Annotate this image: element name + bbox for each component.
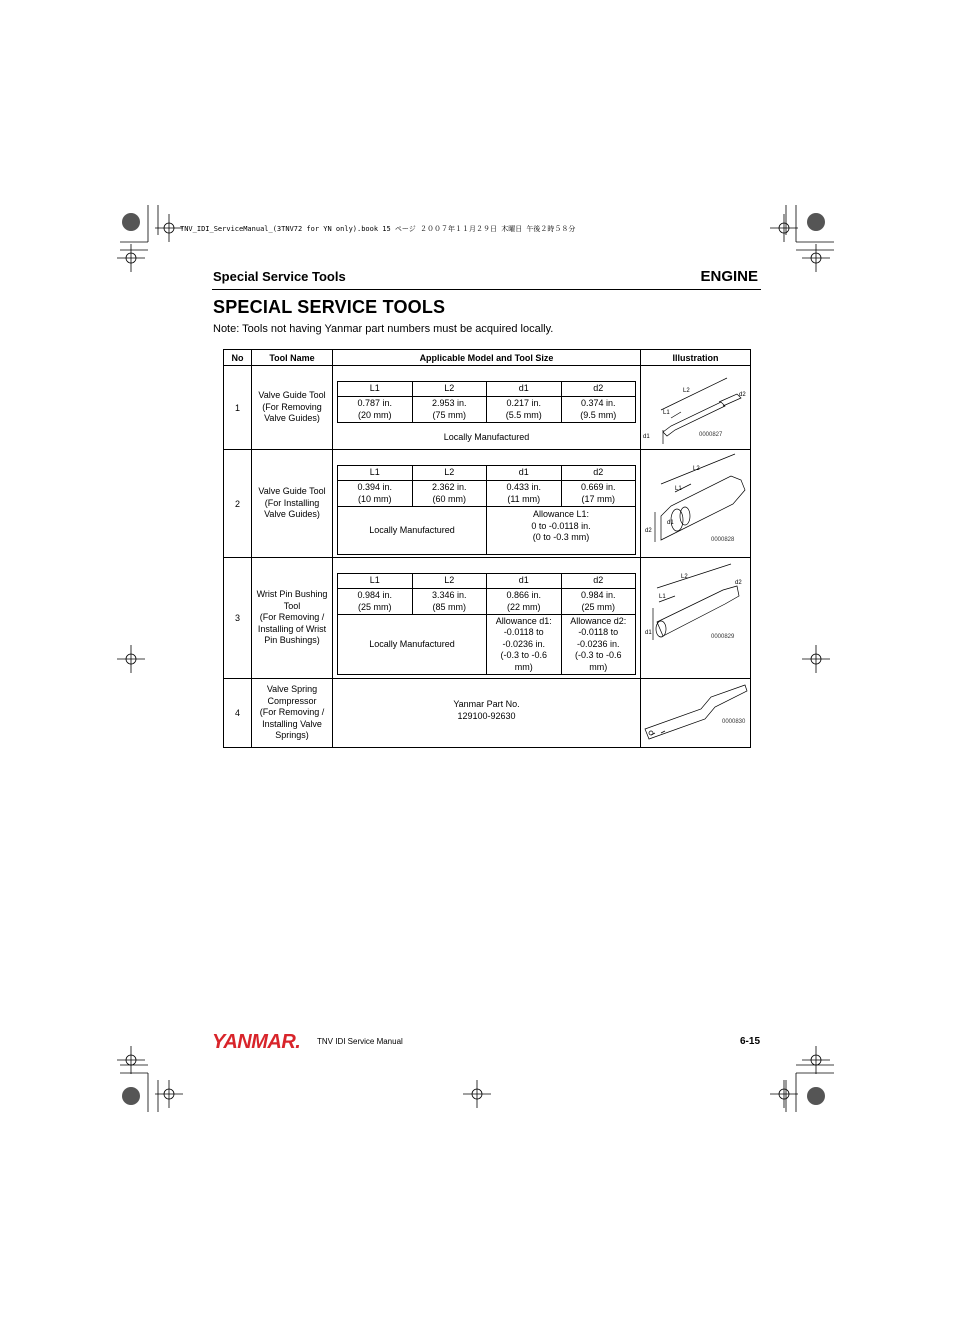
illustration-code: 0000829 (711, 634, 735, 640)
applicable-size-cell (333, 450, 641, 558)
size-header: d1 (487, 382, 562, 397)
header-tool-name: Tool Name (252, 350, 333, 366)
size-header: d2 (561, 382, 636, 397)
tool-name-line: Installing of Wrist (257, 623, 327, 634)
part-number: 129100-92630 (457, 710, 516, 721)
part-number-block (333, 699, 640, 722)
tool-name-line: Compressor (267, 695, 317, 706)
source-row (338, 615, 636, 675)
dim-label: d1 (643, 434, 650, 440)
size-header: L1 (338, 466, 413, 481)
size-header-row (338, 466, 636, 481)
table-row (224, 366, 751, 450)
size-value: 0.669 in. (17 mm) (561, 481, 636, 507)
illustration-cell (641, 558, 751, 679)
dim-label: L1 (659, 594, 666, 600)
header-rule (212, 289, 761, 290)
size-header: L2 (412, 466, 487, 481)
table-row (224, 558, 751, 679)
size-value: 0.394 in. (10 mm) (338, 481, 413, 507)
dim-label: L2 (683, 388, 690, 394)
dim-label: L1 (663, 410, 670, 416)
size-table (337, 573, 636, 675)
print-slug: TNV_IDI_ServiceManual_(3TNV72 for YN only).book 15 ページ ２００７年１１月２９日 木曜日 午後２時５８分 (180, 225, 576, 233)
tool-name (252, 366, 333, 450)
guide-tool-illustration (641, 366, 749, 450)
allowance-d1-cell: Allowance d1: -0.0118 to -0.0236 in. (-0.3 to -0.6 mm) (487, 615, 562, 675)
size-header-row (338, 382, 636, 397)
table-row (224, 679, 751, 748)
size-header: d2 (561, 466, 636, 481)
size-header: L1 (338, 574, 413, 589)
tool-name (252, 679, 333, 748)
dim-label: L2 (681, 574, 688, 580)
page-title: SPECIAL SERVICE TOOLS (213, 297, 446, 317)
size-value: 0.374 in. (9.5 mm) (561, 397, 636, 423)
tool-name-line: Valve Guides) (264, 509, 320, 520)
size-value: 2.362 in. (60 mm) (412, 481, 487, 507)
part-label: Yanmar Part No. (453, 699, 520, 709)
source-row (338, 507, 636, 555)
illustration-code: 0000830 (722, 719, 746, 725)
dim-label: L1 (675, 486, 682, 492)
size-header-row (338, 574, 636, 589)
table-row (224, 450, 751, 558)
tool-name-line: (For Removing / (259, 707, 325, 718)
tool-name (252, 558, 333, 679)
size-table (337, 465, 636, 555)
manual-title: TNV IDI Service Manual (317, 1037, 403, 1046)
illustration-code: 0000827 (699, 432, 723, 438)
chapter-title: ENGINE (700, 268, 758, 285)
tool-name-line: Springs) (275, 730, 309, 741)
page-number: 6-15 (740, 1036, 761, 1047)
tool-name (252, 450, 333, 558)
size-value-row (338, 481, 636, 507)
size-header: d2 (561, 574, 636, 589)
illustration-cell (641, 366, 751, 450)
tool-name-line: (For Installing (264, 497, 320, 508)
applicable-size-cell (333, 558, 641, 679)
applicable-size-cell (333, 366, 641, 450)
allowance-d2-cell: Allowance d2: -0.0118 to -0.0236 in. (-0.3 to -0.6 mm) (561, 615, 636, 675)
tools-table (223, 349, 751, 748)
note-text: Note: Tools not having Yanmar part numbers must be acquired locally. (213, 323, 554, 335)
tool-name-line: (For Removing (262, 401, 322, 412)
row-number: 2 (224, 450, 252, 558)
illustration-code: 0000828 (711, 537, 735, 543)
applicable-size-cell (333, 679, 641, 748)
header-applicable: Applicable Model and Tool Size (333, 350, 641, 366)
dim-label: d2 (735, 580, 742, 586)
size-value: 0.984 in. (25 mm) (338, 589, 413, 615)
header-illustration: Illustration (641, 350, 751, 366)
tool-name-line: Pin Bushings) (264, 635, 320, 646)
spring-compressor-illustration (641, 679, 749, 748)
size-header: d1 (487, 466, 562, 481)
size-value: 0.866 in. (22 mm) (487, 589, 562, 615)
tool-name-line: Valve Guide Tool (258, 390, 326, 401)
size-value: 0.217 in. (5.5 mm) (487, 397, 562, 423)
row-number: 3 (224, 558, 252, 679)
yanmar-logo: YANMAR. (212, 1031, 301, 1053)
tool-name-line: Valve Spring (266, 684, 318, 695)
dim-label: d1 (667, 520, 674, 526)
section-title: Special Service Tools (213, 269, 346, 284)
tool-name-line: Wrist Pin Bushing (256, 589, 328, 600)
source-text: Locally Manufactured (338, 615, 487, 675)
illustration-cell (641, 450, 751, 558)
size-value: 2.953 in. (75 mm) (412, 397, 487, 423)
size-value: 0.984 in. (25 mm) (561, 589, 636, 615)
size-header: L2 (412, 382, 487, 397)
dim-label: d1 (645, 630, 652, 636)
size-header: L1 (338, 382, 413, 397)
source-text: Locally Manufactured (443, 432, 530, 442)
size-table (337, 381, 636, 423)
row-number: 1 (224, 366, 252, 450)
tool-name-line: Tool (283, 600, 301, 611)
tool-name-line: Installing Valve (262, 718, 322, 729)
header-no: No (224, 350, 252, 366)
tool-name-line: (For Removing / (259, 612, 325, 623)
size-value-row (338, 397, 636, 423)
dim-label: d2 (645, 528, 652, 534)
tool-name-line: Valve Guides) (264, 413, 320, 424)
dim-label: d2 (739, 392, 746, 398)
size-value-row (338, 589, 636, 615)
dim-label: L2 (693, 466, 700, 472)
table-header-row (224, 350, 751, 366)
size-value: 3.346 in. (85 mm) (412, 589, 487, 615)
size-value: 0.433 in. (11 mm) (487, 481, 562, 507)
allowance-cell: Allowance L1: 0 to -0.0118 in. (0 to -0.3 mm) (487, 507, 636, 555)
illustration-cell (641, 679, 751, 748)
tool-name-line: Valve Guide Tool (258, 486, 326, 497)
source-text: Locally Manufactured (338, 507, 487, 555)
bushing-tool-illustration (641, 558, 749, 679)
size-value: 0.787 in. (20 mm) (338, 397, 413, 423)
size-header: d1 (487, 574, 562, 589)
size-header: L2 (412, 574, 487, 589)
row-number: 4 (224, 679, 252, 748)
